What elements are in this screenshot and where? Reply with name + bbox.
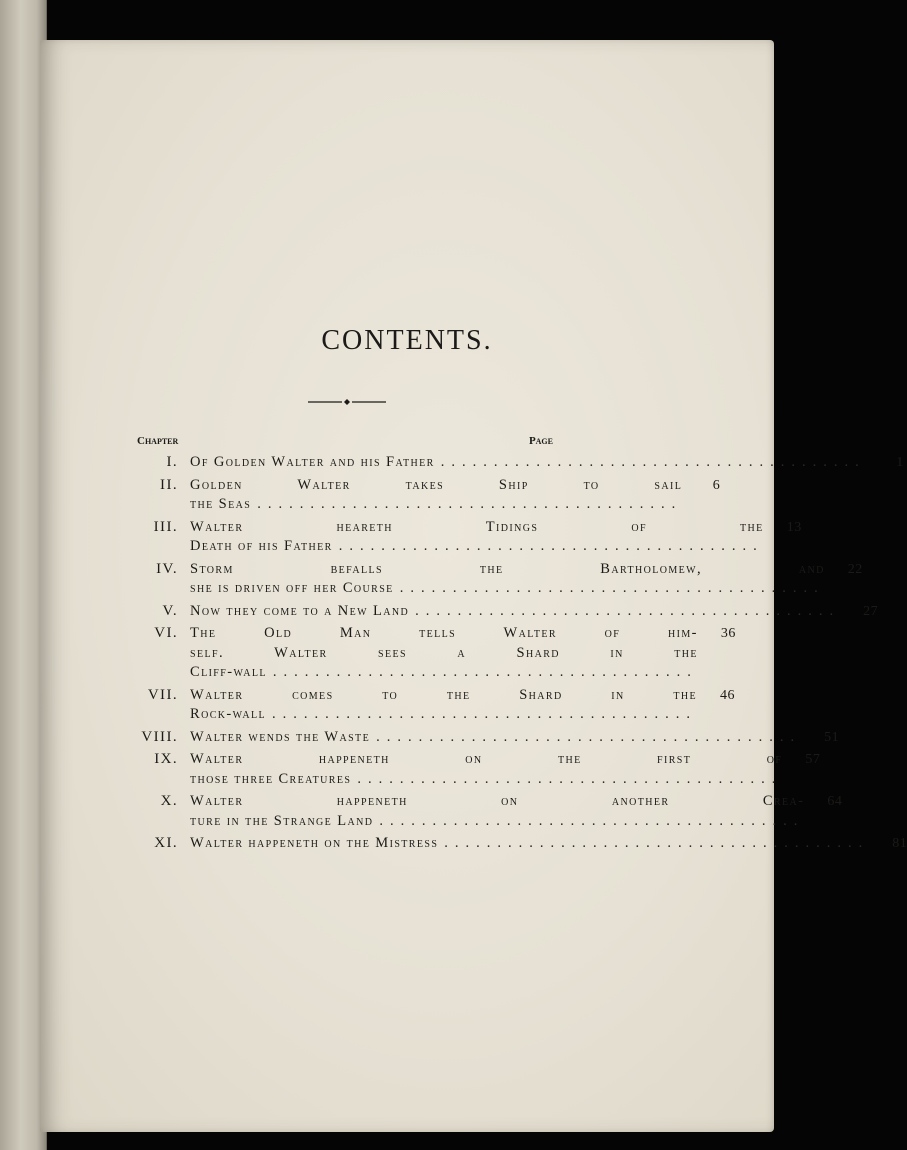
chapter-title-final-line — [190, 579, 825, 599]
dot-leaders: ........................................ — [338, 538, 764, 554]
chapter-title-text: Now they come to a New Land — [190, 602, 410, 619]
chapter-title-final-line — [190, 812, 804, 832]
chapter-title-text: Cliff-wall — [190, 664, 267, 680]
chapter-title-text: Death of his Father — [190, 538, 333, 554]
chapter-title-line: Storm befalls the Bartholomew, and — [190, 560, 825, 577]
toc-entry — [135, 834, 907, 854]
page-number: 1 — [896, 455, 904, 470]
dot-leaders: ........................................ — [272, 664, 698, 680]
chapter-title-final-line — [190, 537, 764, 557]
page-number: 36 — [720, 626, 736, 641]
chapter-title-line: Walter happeneth on the first of — [190, 751, 783, 767]
chapter-title — [178, 834, 869, 854]
dot-leaders: ........................................ — [271, 706, 697, 722]
chapter-number: IX. — [154, 751, 178, 767]
dot-leaders: ........................................ — [415, 602, 841, 619]
chapter-number: VIII. — [141, 728, 178, 745]
chapter-column-label: Chapter — [137, 435, 179, 447]
toc-entry — [135, 453, 904, 473]
toc-entry — [135, 602, 879, 622]
toc-entry — [135, 686, 735, 725]
chapter-number: II. — [160, 476, 178, 493]
dot-leaders: ........................................ — [444, 835, 870, 851]
page-number: 51 — [824, 729, 840, 745]
dot-leaders: ........................................ — [376, 728, 802, 745]
chapter-title — [178, 792, 804, 831]
chapter-title-line: self. Walter sees a Shard in the — [190, 644, 698, 661]
page-column-label: Page — [528, 435, 553, 447]
chapter-title-final-line — [190, 663, 698, 683]
chapter-number: XI. — [154, 835, 178, 851]
page-number: 27 — [863, 603, 879, 619]
toc-entry — [135, 750, 821, 789]
ornament-divider — [308, 396, 386, 408]
chapter-title-final-line — [190, 770, 782, 790]
toc-entry — [135, 624, 736, 683]
chapter-title-text: Of Golden Walter and his Father — [190, 454, 435, 470]
chapter-title-final-line — [190, 728, 801, 748]
page-number: 64 — [827, 794, 843, 809]
page-number: 6 — [712, 477, 721, 493]
chapter-title-final-line — [190, 602, 840, 622]
chapter-title — [178, 518, 764, 557]
chapter-title — [178, 453, 866, 473]
page-number: 22 — [847, 561, 863, 577]
chapter-title-final-line — [190, 705, 697, 725]
chapter-title-final-line — [190, 834, 869, 854]
chapter-title — [178, 476, 682, 515]
chapter-title-text: Walter wends the Waste — [190, 728, 371, 745]
toc-header — [135, 433, 555, 453]
chapter-title-line: Walter heareth Tidings of the — [190, 518, 764, 535]
chapter-title — [178, 728, 801, 748]
chapter-number: V. — [162, 602, 178, 619]
chapter-title — [178, 750, 782, 789]
chapter-title-line: Walter comes to the Shard in the — [190, 686, 697, 703]
page-number: 81 — [892, 836, 907, 851]
chapter-title — [178, 602, 840, 622]
chapter-title-text: the Seas — [190, 496, 252, 512]
chapter-title-text: Walter happeneth on the Mistress — [190, 835, 439, 851]
toc-entry — [135, 476, 721, 515]
chapter-title-text: she is driven off her Course — [190, 580, 394, 596]
toc-entry — [135, 560, 863, 599]
page-number: 57 — [805, 752, 821, 767]
toc-entry — [135, 518, 802, 557]
chapter-title-line: Golden Walter takes Ship to sail — [190, 476, 683, 493]
chapter-number: IV. — [156, 560, 178, 577]
page-number: 46 — [719, 687, 735, 703]
chapter-number: X. — [160, 793, 178, 809]
chapter-number: I. — [166, 454, 178, 470]
dot-leaders: ........................................ — [440, 454, 866, 470]
dot-leaders: ........................................ — [399, 580, 825, 596]
table-of-contents — [135, 433, 907, 857]
chapter-title-text: Rock-wall — [190, 706, 266, 722]
chapter-title-text: those three Creatures — [190, 770, 352, 787]
chapter-title — [178, 624, 698, 683]
toc-entry — [135, 728, 840, 748]
page-title: CONTENTS. — [321, 325, 493, 356]
chapter-title — [178, 560, 825, 599]
chapter-number: VI. — [154, 625, 178, 641]
chapter-title-final-line — [190, 453, 866, 473]
toc-entry — [135, 792, 843, 831]
chapter-title — [178, 686, 697, 725]
chapter-title-text: ture in the Strange Land — [190, 812, 374, 829]
page-number: 13 — [786, 519, 802, 535]
chapter-number: VII. — [147, 686, 178, 703]
toc-entries — [135, 453, 907, 854]
dot-leaders: ........................................ — [379, 812, 805, 829]
chapter-number: III. — [153, 518, 178, 535]
dot-leaders: ........................................ — [357, 770, 783, 787]
dot-leaders: ........................................ — [257, 496, 683, 512]
chapter-title-final-line — [190, 495, 682, 515]
chapter-title-line: The Old Man tells Walter of him- — [190, 625, 698, 641]
chapter-title-line: Walter happeneth on another Crea- — [190, 793, 805, 809]
